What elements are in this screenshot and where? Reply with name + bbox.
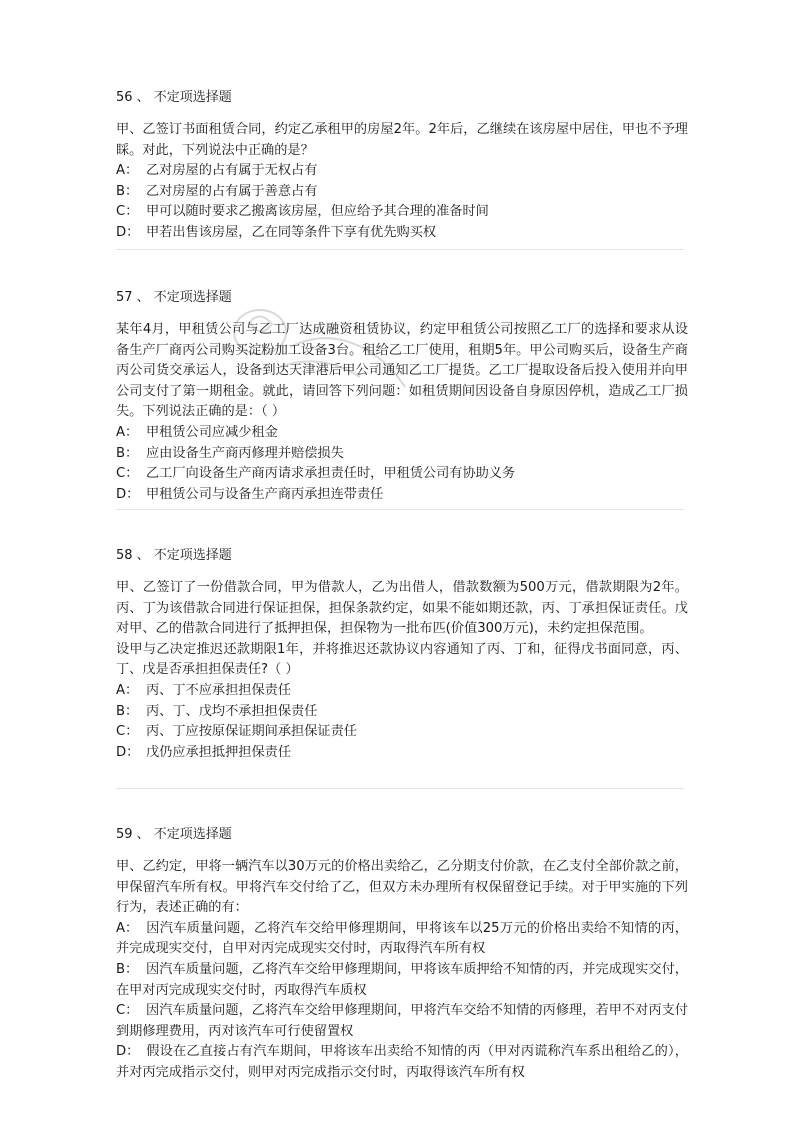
question-divider (116, 509, 684, 510)
option-text: 甲可以随时要求乙搬离该房屋，但应给予其合理的准备时间 (146, 204, 489, 220)
option-text: 乙对房屋的占有属于善意占有 (146, 183, 318, 199)
option-b (116, 444, 688, 465)
option-c (116, 202, 688, 223)
option-b (116, 702, 688, 723)
option-c (116, 464, 688, 485)
option-text: 丙、丁不应承担担保责任 (146, 682, 292, 698)
option-letter: B： (116, 445, 139, 461)
option-letter: A： (116, 682, 139, 698)
option-text: 因汽车质量问题，乙将汽车交给甲修理期间，甲将该车质押给不知情的丙，并完成现实交付，在甲对丙完成现实交付时，丙取得汽车质权 (116, 961, 688, 998)
option-c (116, 722, 688, 743)
option-a (116, 681, 688, 702)
option-a (116, 919, 688, 960)
option-text: 假设在乙直接占有汽车期间，甲将该车出卖给不知情的丙（甲对丙谎称汽车系出租给乙的），并对丙完成指示交付，则甲对丙完成指示交付时，丙取得该汽车所有权 (116, 1044, 688, 1080)
option-text: 丙、丁、戊均不承担担保责任 (146, 703, 318, 719)
option-letter: A： (116, 920, 139, 936)
option-letter: C： (116, 1003, 139, 1019)
question-divider (116, 788, 684, 789)
option-letter: B： (116, 961, 139, 977)
option-text: 丙、丁应按原保证期间承担保证责任 (146, 724, 357, 740)
option-letter: C： (116, 466, 139, 482)
option-letter: D： (116, 224, 140, 240)
option-text: 戊仍应承担抵押担保责任 (146, 744, 292, 760)
option-text: 因汽车质量问题，乙将汽车交给甲修理期间，甲将该车以25万元的价格出卖给不知情的丙，并完成现实交付，自甲对丙完成现实交付时，丙取得汽车所有权 (116, 920, 688, 957)
question-56 (116, 88, 688, 244)
question-stem (116, 857, 688, 919)
option-letter: C： (116, 204, 139, 220)
option-d (116, 1042, 688, 1083)
question-paragraph: 某年4月，甲租赁公司与乙工厂达成融资租赁协议，约定甲租赁公司按照乙工厂的选择和要求从设备生产厂商丙公司购买淀粉加工设备3台。租给乙工厂使用，租期5年。甲公司购买后，设备生产商丙公司货交承运人，设备到达天津港后甲公司通知乙工厂提货。乙工厂提取设备后投入使用并向甲公司支付了第一期租金。就此，请回答下列问题：如租赁期间因设备自身原因停机，造成乙工厂损失。下列说法正确的是：（ ） (116, 322, 688, 420)
option-list (116, 161, 688, 243)
question-header: 57 、 不定项选择题 (116, 290, 232, 305)
option-c (116, 1001, 688, 1042)
option-b (116, 182, 688, 203)
question-stem (116, 320, 688, 423)
option-text: 乙对房屋的占有属于无权占有 (146, 163, 318, 179)
question-header: 56 、 不定项选择题 (116, 90, 232, 105)
question-58 (116, 546, 688, 763)
option-letter: A： (116, 163, 139, 179)
option-list (116, 423, 688, 505)
question-57 (116, 288, 688, 505)
question-header: 59 、 不定项选择题 (116, 827, 232, 842)
option-letter: B： (116, 703, 139, 719)
option-text: 甲租赁公司应减少租金 (146, 424, 278, 440)
question-header: 58 、 不定项选择题 (116, 548, 232, 563)
option-letter: D： (116, 1044, 140, 1060)
question-paragraph: 甲、乙约定，甲将一辆汽车以30万元的价格出卖给乙，乙分期支付价款，在乙支付全部价款之前，甲保留汽车所有权。甲将汽车交付给了乙，但双方未办理所有权保留登记手续。对于甲实施的下列行为，表述正确的有： (116, 859, 688, 916)
question-paragraph: 甲、乙签订书面租赁合同，约定乙承租甲的房屋2年。2年后，乙继续在该房屋中居住，甲也不予理睬。对此，下列说法中正确的是？ (116, 122, 688, 158)
question-paragraph: 设甲与乙决定推迟还款期限1年，并将推迟还款协议内容通知了丙、丁和，征得戊书面同意，丙、丁、戊是否承担担保责任?（ ） (116, 641, 688, 678)
option-letter: B： (116, 183, 139, 199)
option-letter: D： (116, 486, 140, 502)
option-d (116, 743, 688, 764)
question-divider (116, 249, 684, 250)
option-list (116, 919, 688, 1084)
question-stem (116, 578, 688, 681)
option-text: 因汽车质量问题，乙将汽车交给甲修理期间，甲将汽车交给不知情的丙修理，若甲不对丙支付到期修理费用，丙对该汽车可行使留置权 (116, 1003, 688, 1039)
option-letter: D： (116, 744, 140, 760)
question-stem (116, 120, 688, 161)
option-a (116, 423, 688, 444)
option-text: 甲租赁公司与设备生产商丙承担连带责任 (146, 486, 384, 502)
option-text: 乙工厂向设备生产商丙请求承担责任时，甲租赁公司有协助义务 (146, 466, 516, 482)
option-list (116, 681, 688, 763)
option-letter: A： (116, 424, 139, 440)
option-d (116, 485, 688, 506)
option-letter: C： (116, 724, 139, 740)
option-text: 应由设备生产商丙修理并赔偿损失 (146, 445, 344, 461)
question-59 (116, 825, 688, 1084)
question-paragraph: 甲、乙签订了一份借款合同，甲为借款人，乙为出借人，借款数额为500万元，借款期限为2年。丙、丁为该借款合同进行保证担保，担保条款约定，如果不能如期还款，丙、丁承担保证责任。戊对甲、乙的借款合同进行了抵押担保，担保物为一批布匹(价值300万元)，未约定担保范围。 (116, 580, 688, 637)
option-b (116, 960, 688, 1001)
option-d (116, 223, 688, 244)
option-text: 甲若出售该房屋，乙在同等条件下享有优先购买权 (146, 224, 437, 240)
option-a (116, 161, 688, 182)
